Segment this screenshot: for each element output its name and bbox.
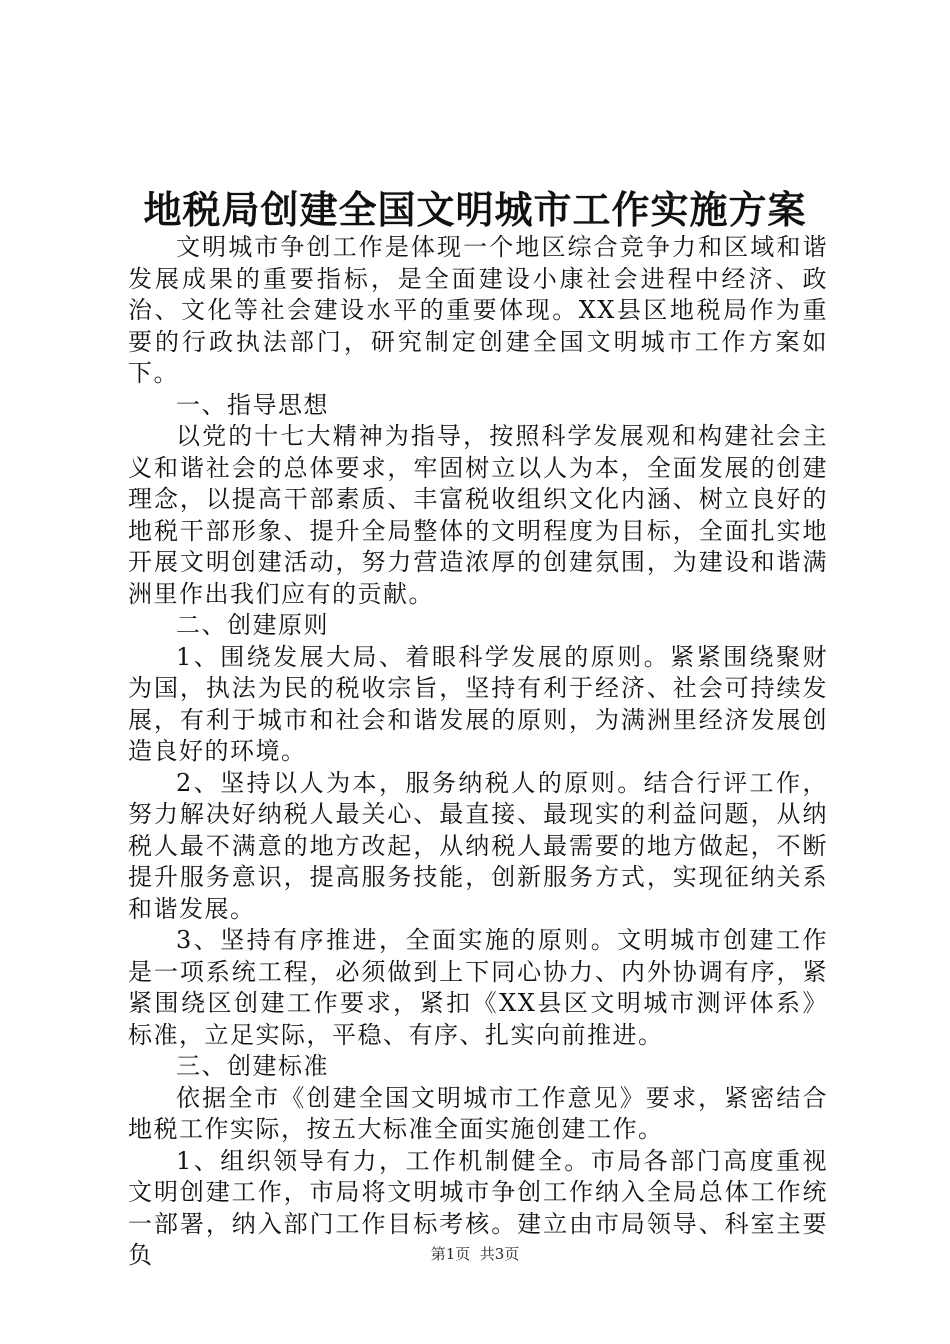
document-body <box>128 232 828 1272</box>
standards-intro-paragraph: 依据全市《创建全国文明城市工作意见》要求，紧密结合地税工作实际，按五大标准全面实施创建工作。 <box>128 1083 828 1143</box>
principle-2-paragraph: 2、坚持以人为本，服务纳税人的原则。结合行评工作，努力解决好纳税人最关心、最直接、最现实的利益问题，从纳税人最不满意的地方改起，从纳税人最需要的地方做起，不断提升服务意识，提高服务技能，创新服务方式，实现征纳关系和谐发展。 <box>128 768 828 923</box>
page-number-footer: 第1页 共3页 <box>430 1245 520 1263</box>
section-heading-principles: 二、创建原则 <box>176 611 329 639</box>
section-heading-guiding-ideology: 一、指导思想 <box>176 390 329 419</box>
document-title: 地税局创建全国文明城市工作实施方案 <box>143 188 807 232</box>
standard-1-paragraph: 1、组织领导有力，工作机制健全。市局各部门高度重视文明创建工作，市局将文明城市争创工作纳入全局总体工作统一部署，纳入部门工作目标考核。建立由市局领导、科室主要负 <box>128 1146 828 1269</box>
intro-paragraph: 文明城市争创工作是体现一个地区综合竞争力和区域和谐发展成果的重要指标，是全面建设小康社会进程中经济、政治、文化等社会建设水平的重要体现。XX县区地税局作为重要的行政执法部门，研究制定创建全国文明城市工作方案如下。 <box>128 233 828 387</box>
section-heading-standards: 三、创建标准 <box>176 1052 329 1080</box>
principle-1-paragraph: 1、围绕发展大局、着眼科学发展的原则。紧紧围绕聚财为国，执法为民的税收宗旨，坚持有利于经济、社会可持续发展，有利于城市和社会和谐发展的原则，为满洲里经济发展创造良好的环境。 <box>128 642 828 765</box>
principle-3-paragraph: 3、坚持有序推进，全面实施的原则。文明城市创建工作是一项系统工程，必须做到上下同心协力、内外协调有序，紧紧围绕区创建工作要求，紧扣《XX县区文明城市测评体系》标准，立足实际，平稳、有序、扎实向前推进。 <box>128 926 828 1049</box>
guiding-ideology-paragraph: 以党的十七大精神为指导，按照科学发展观和构建社会主义和谐社会的总体要求，牢固树立以人为本，全面发展的创建理念，以提高干部素质、丰富税收组织文化内涵、树立良好的地税干部形象、提升全局整体的文明程度为目标，全面扎实地开展文明创建活动，努力营造浓厚的创建氛围，为建设和谐满洲里作出我们应有的贡献。 <box>128 422 828 608</box>
